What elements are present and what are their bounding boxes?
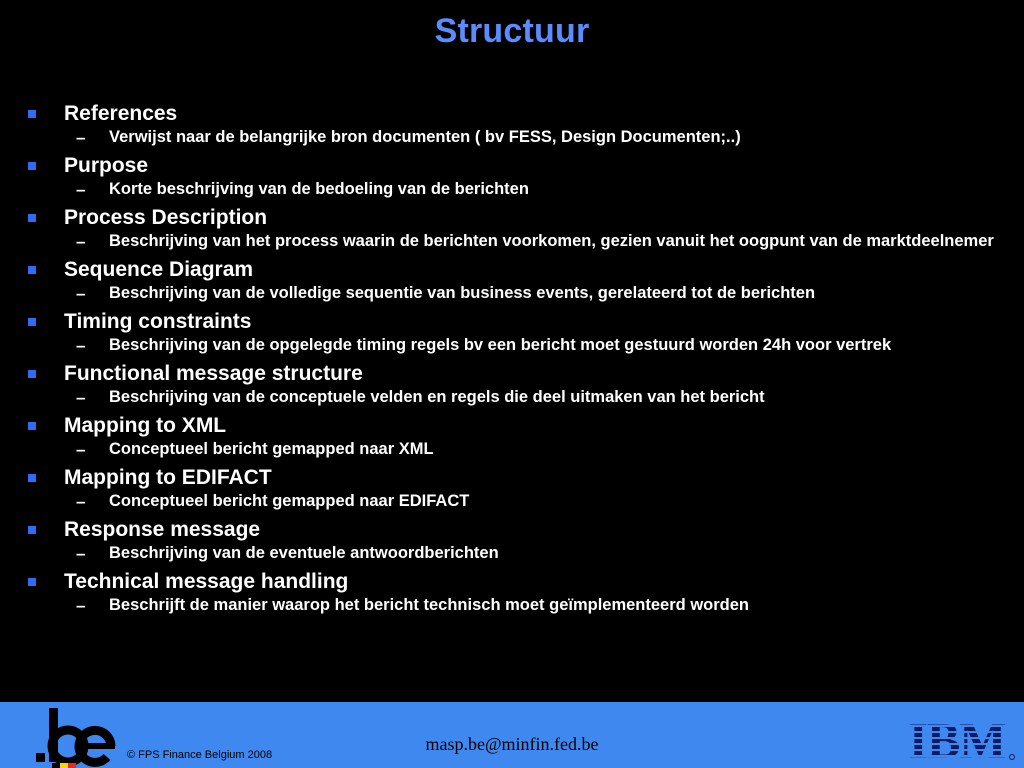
square-bullet-icon [28,318,36,326]
sub-bullet-text: Beschrijft de manier waarop het bericht technisch moet geïmplementeerd worden [109,596,749,614]
square-bullet-icon [28,214,36,222]
bullet-label: Sequence Diagram [64,258,254,281]
dash-bullet-icon: – [76,336,86,355]
sub-bullet-text: Beschrijving van de opgelegde timing regels bv een bericht moet gestuurd worden 24h voor vertrek [109,336,892,354]
sub-bullet [76,388,999,412]
bullet-label: References [64,102,178,125]
sub-bullet-text: Korte beschrijving van de bedoeling van de berichten [109,180,529,198]
sub-bullet [76,284,999,308]
bullet-row [24,464,999,492]
bullet-label: Timing constraints [64,310,252,333]
bullet-label: Purpose [64,154,149,177]
bullet-row [24,568,999,596]
bullet-item [24,152,999,204]
square-bullet-icon [28,370,36,378]
bullet-row [24,412,999,440]
copyright-text: © FPS Finance Belgium 2008 [127,749,273,761]
bullet-label: Functional message structure [64,362,363,385]
bullet-label: Technical message handling [64,570,349,593]
dash-bullet-icon: – [76,596,86,615]
sub-bullet [76,440,999,464]
bullet-item [24,568,999,620]
bullet-row [24,516,999,544]
square-bullet-icon [28,474,36,482]
dash-bullet-icon: – [76,180,86,199]
square-bullet-icon [28,422,36,430]
dash-bullet-icon: – [76,544,86,563]
bullet-item [24,360,999,412]
sub-bullet [76,180,999,204]
bullet-label: Response message [64,518,261,541]
sub-bullet [76,336,999,360]
bullet-row [24,100,999,128]
sub-bullet-text: Conceptueel bericht gemapped naar EDIFACT [109,492,470,510]
square-bullet-icon [28,162,36,170]
slide-title: Structuur [434,12,590,50]
sub-bullet-text: Verwijst naar de belangrijke bron documenten ( bv FESS, Design Documenten;..) [109,128,741,146]
bullet-item [24,412,999,464]
bullet-row [24,152,999,180]
bullet-row [24,204,999,232]
footer-bar [0,702,1024,768]
sub-bullet-text: Beschrijving van de eventuele antwoordberichten [109,544,499,562]
sub-bullet-text: Conceptueel bericht gemapped naar XML [109,440,434,458]
bullet-label: Mapping to XML [64,414,227,437]
dash-bullet-icon: – [76,388,86,407]
bullet-item [24,516,999,568]
square-bullet-icon [28,526,36,534]
dash-bullet-icon: – [76,284,86,303]
square-bullet-icon [28,266,36,274]
sub-bullet-text: Beschrijving van de volledige sequentie van business events, gerelateerd tot de berichten [109,284,816,302]
dash-bullet-icon: – [76,440,86,459]
sub-bullet [76,492,999,516]
sub-bullet [76,128,999,152]
sub-bullet-text: Beschrijving van het process waarin de berichten voorkomen, gezien vanuit het oogpunt van de marktdeelnemer [109,232,994,250]
bullet-item [24,308,999,360]
bullet-item [24,256,999,308]
ibm-logo [898,715,1016,763]
bullet-row [24,360,999,388]
bullet-item [24,464,999,516]
bullet-row [24,308,999,336]
sub-bullet [76,232,999,256]
contact-email: masp.be@minfin.fed.be [425,734,599,754]
dash-bullet-icon: – [76,232,86,251]
sub-bullet [76,544,999,568]
bullet-item [24,204,999,256]
square-bullet-icon [28,578,36,586]
bullet-label: Process Description [64,206,268,229]
sub-bullet [76,596,999,620]
sub-bullet-text: Beschrijving van de conceptuele velden en regels die deel uitmaken van het bericht [109,388,765,406]
square-bullet-icon [28,110,36,118]
bullet-list [24,100,999,620]
bullet-row [24,256,999,284]
dash-bullet-icon: – [76,128,86,147]
dash-bullet-icon: – [76,492,86,511]
bullet-item [24,100,999,152]
svg-text:IBM: IBM [908,715,1006,763]
bullet-label: Mapping to EDIFACT [64,466,272,489]
